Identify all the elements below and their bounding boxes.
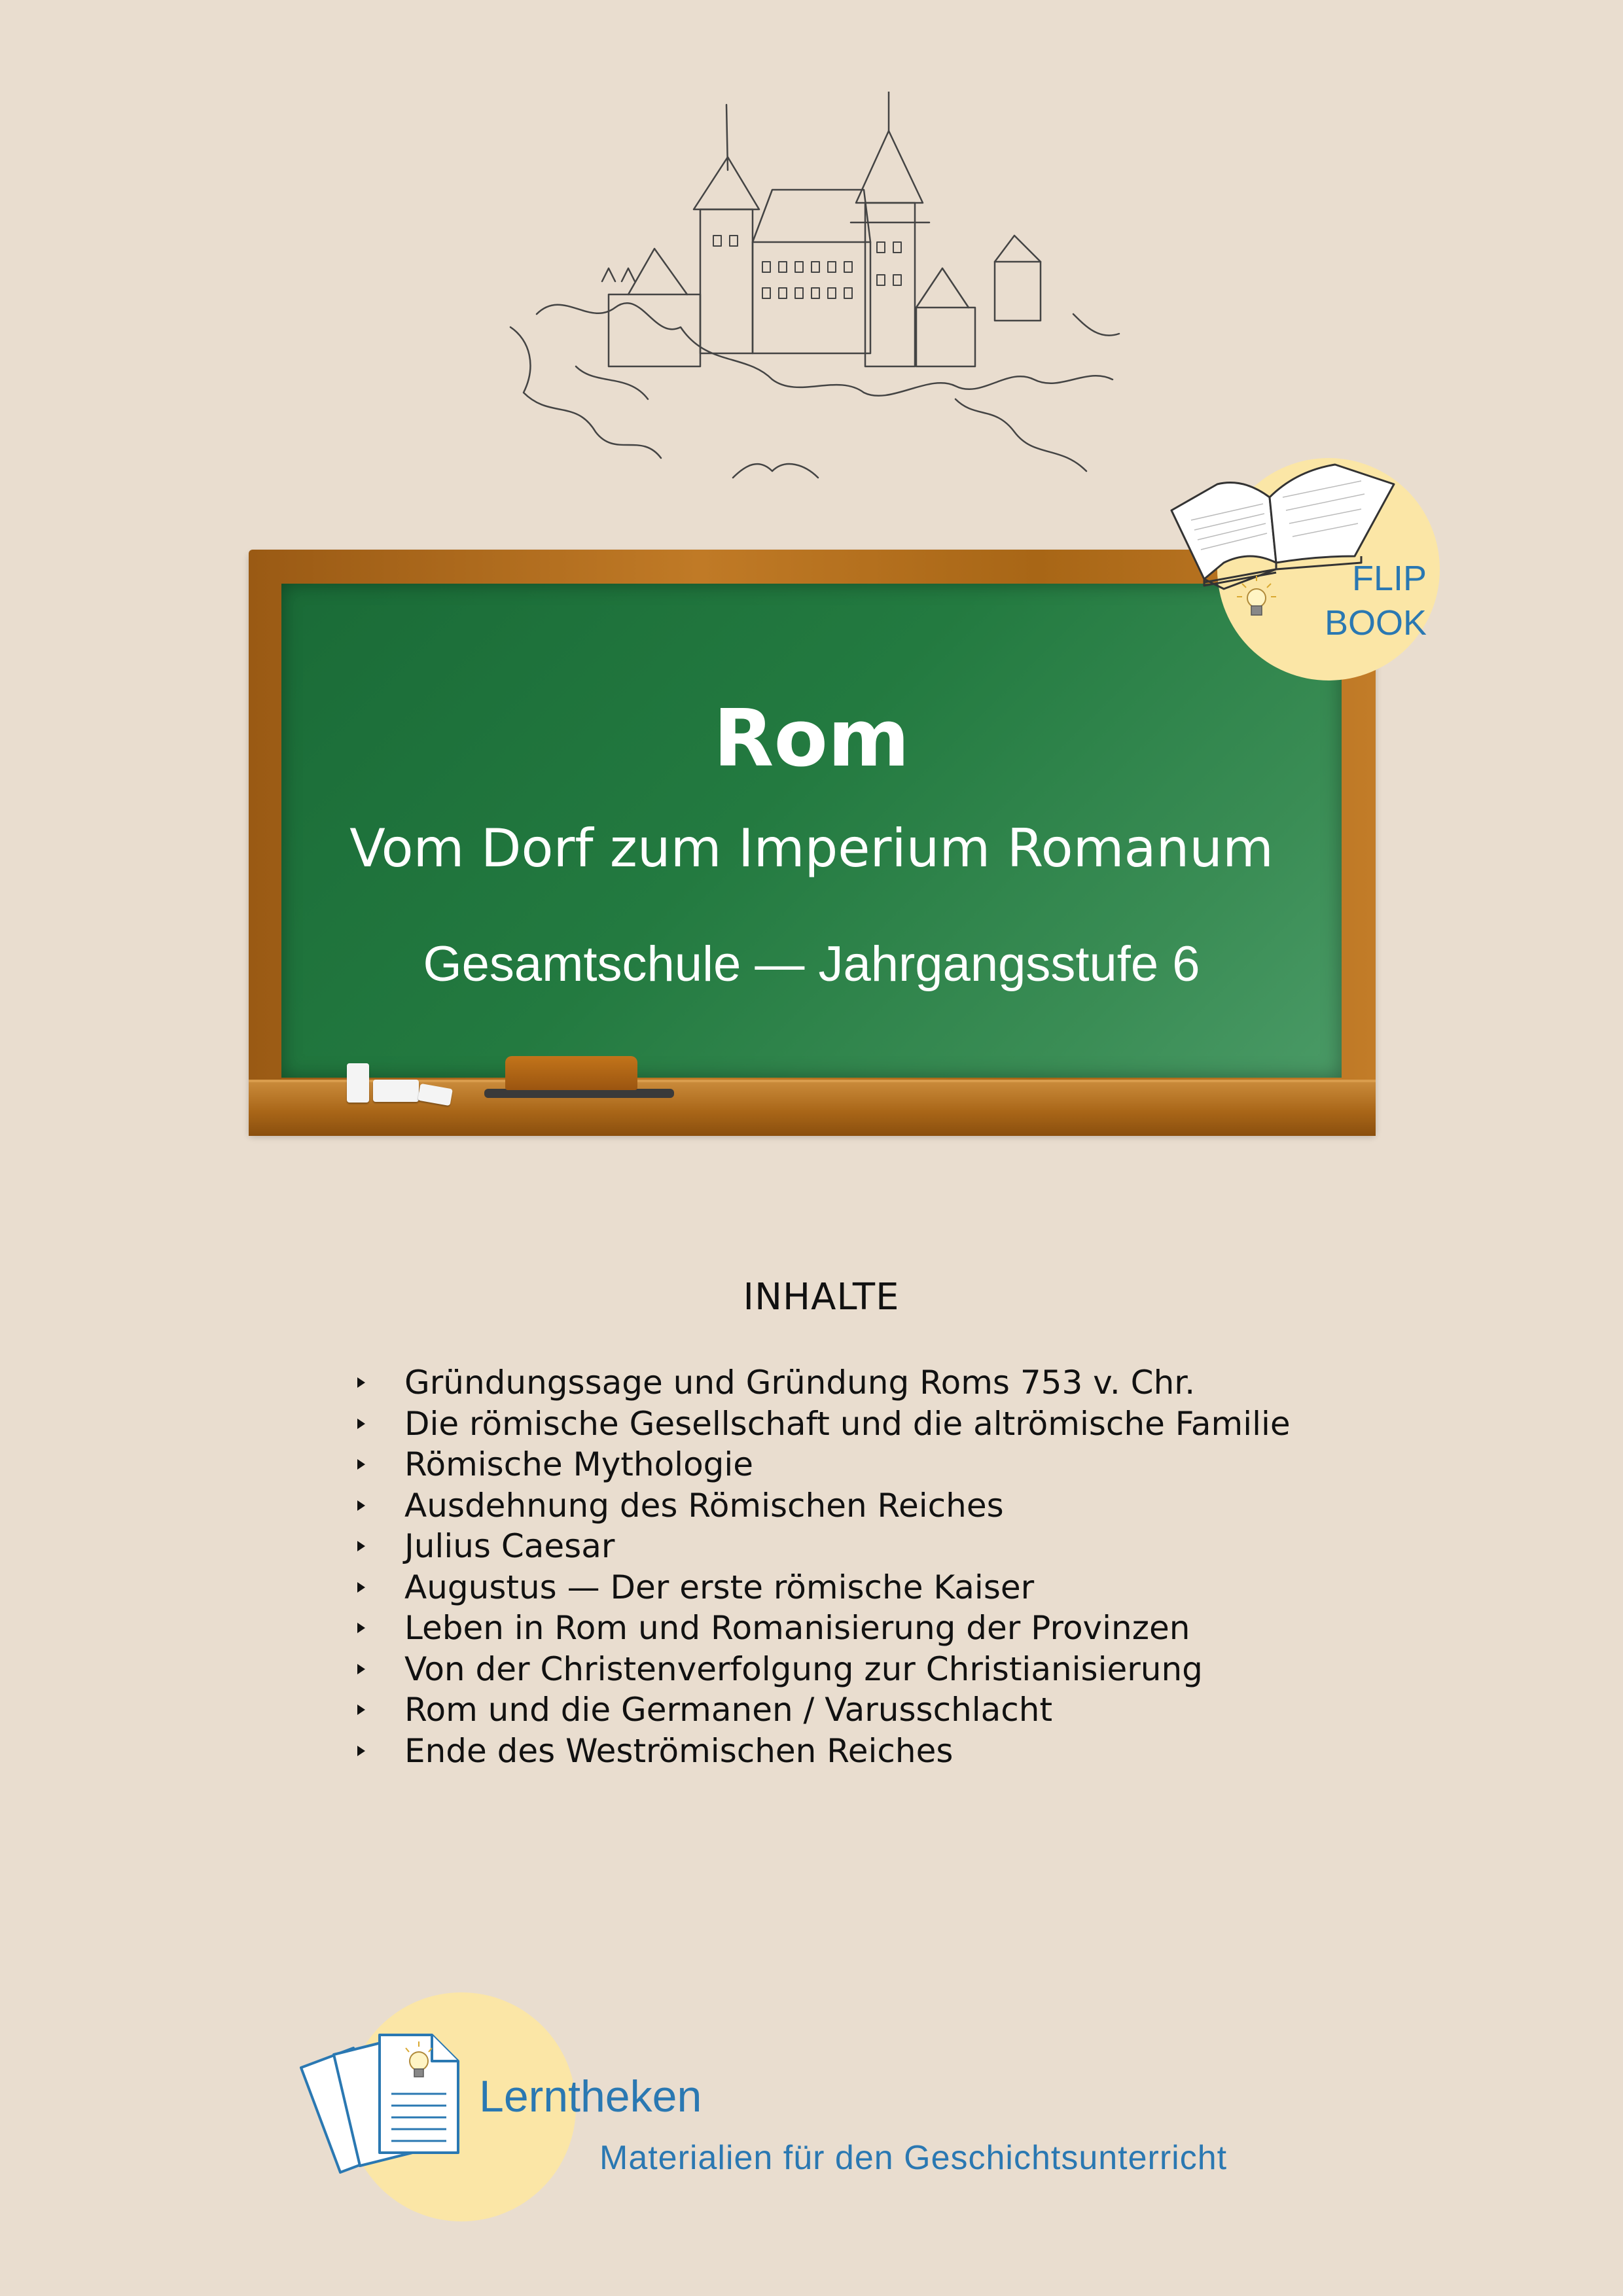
bullet-icon	[357, 1582, 365, 1593]
list-item-label: Ende des Weströmischen Reiches	[404, 1731, 954, 1770]
bullet-icon	[357, 1664, 365, 1674]
board-subtitle: Vom Dorf zum Imperium Romanum	[349, 818, 1274, 879]
documents-icon	[294, 2022, 484, 2192]
list-item-label: Gründungssage und Gründung Roms 753 v. Chr.	[404, 1364, 1196, 1402]
chalk-piece	[347, 1063, 369, 1103]
eraser-felt	[484, 1089, 674, 1098]
list-item-label: Römische Mythologie	[404, 1445, 754, 1483]
list-item	[353, 1444, 1291, 1485]
list-item	[353, 1689, 1291, 1731]
list-item	[353, 1567, 1291, 1608]
list-item	[353, 1485, 1291, 1527]
list-item	[353, 1526, 1291, 1567]
bullet-icon	[357, 1541, 365, 1551]
bullet-icon	[357, 1459, 365, 1470]
list-item	[353, 1608, 1291, 1649]
flipbook-label	[1283, 556, 1427, 645]
bullet-icon	[357, 1623, 365, 1633]
footer-tagline: Materialien für den Geschichtsunterricht	[599, 2139, 1228, 2177]
lightbulb-icon	[1237, 576, 1276, 622]
contents-heading: INHALTE	[743, 1276, 900, 1318]
list-item-label: Leben in Rom und Romanisierung der Provinzen	[404, 1609, 1190, 1647]
list-item-label: Die römische Gesellschaft und die altrömische Familie	[404, 1404, 1291, 1443]
board-grade: Gesamtschule — Jahrgangsstufe 6	[423, 936, 1200, 992]
list-item	[353, 1362, 1291, 1404]
castle-illustration	[497, 92, 1126, 484]
list-item-label: Rom und die Germanen / Varusschlacht	[404, 1691, 1053, 1729]
contents-list	[353, 1362, 1291, 1771]
flipbook-label-line1: FLIP	[1351, 559, 1427, 598]
eraser	[505, 1056, 637, 1090]
bullet-icon	[357, 1377, 365, 1388]
list-item-label: Ausdehnung des Römischen Reiches	[404, 1486, 1004, 1525]
list-item-label: Augustus — Der erste römische Kaiser	[404, 1568, 1035, 1606]
flipbook-label-line2: BOOK	[1324, 603, 1427, 643]
bullet-icon	[357, 1419, 365, 1429]
list-item	[353, 1731, 1291, 1772]
list-item-label: Julius Caesar	[404, 1527, 615, 1565]
bullet-icon	[357, 1704, 365, 1715]
bullet-icon	[357, 1500, 365, 1511]
board-title: Rom	[713, 694, 910, 785]
list-item-label: Von der Christenverfolgung zur Christianisierung	[404, 1650, 1203, 1688]
bullet-icon	[357, 1746, 365, 1756]
list-item	[353, 1649, 1291, 1690]
footer-brand: Lerntheken	[479, 2072, 702, 2121]
chalk-piece	[373, 1080, 419, 1102]
list-item	[353, 1404, 1291, 1445]
